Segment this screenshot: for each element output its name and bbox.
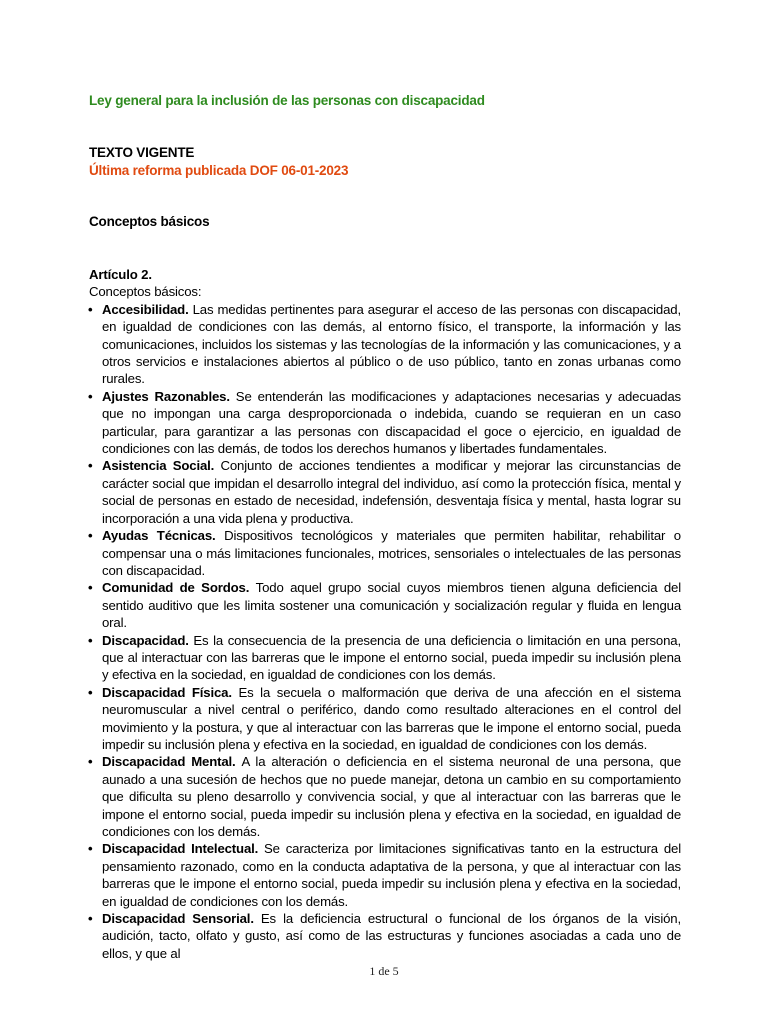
bullet-icon: • (88, 301, 93, 317)
bullet-icon: • (88, 528, 93, 544)
definition-item (89, 457, 681, 527)
definition-term: Asistencia Social. (102, 458, 221, 474)
definition-term: Discapacidad Intelectual. (102, 841, 265, 857)
section-heading: Conceptos básicos (89, 214, 210, 229)
document-status: TEXTO VIGENTE (89, 145, 195, 160)
bullet-icon: • (88, 911, 93, 927)
definition-term: Discapacidad. (102, 632, 194, 648)
definition-item (89, 753, 681, 840)
bullet-icon: • (88, 580, 93, 596)
definition-term: Accesibilidad. (102, 301, 193, 317)
definition-item (89, 579, 681, 631)
definition-item (89, 684, 681, 754)
definition-item (89, 301, 681, 388)
definition-text: Es la deficiencia estructural o funcional de los órganos de la visión, audición, tacto, olfato y gusto, así como de las estructuras y funciones asociadas a cada uno de ellos, y que al (102, 911, 681, 961)
definition-text: Es la secuela o malformación que deriva de una afección en el sistema neuromuscular a nivel central o periférico, dando como resultado alteraciones en el control del movimiento y la postura, y que al interactuar con las barreras que le impone el entorno social, pueda impedir su inclusión plena y efectiva en la sociedad, en igualdad de condiciones con los demás. (102, 684, 681, 752)
page-number: 1 de 5 (369, 964, 399, 978)
definition-text: Se caracteriza por limitaciones significativas tanto en la estructura del pensamiento razonado, como en la conducta adaptativa de la persona, y que al interactuar con las barreras que le impone el entorno social, pueda impedir su inclusión plena y efectiva en la sociedad, en igualdad de condiciones con los demás. (102, 841, 681, 909)
definition-text: Es la consecuencia de la presencia de una deficiencia o limitación en una persona, que al interactuar con las barreras que le impone el entorno social, pueda impedir su inclusión plena y efectiva en la sociedad, en igualdad de condiciones con los demás. (102, 632, 681, 683)
bullet-icon: • (88, 458, 93, 474)
definition-term: Discapacidad Sensorial. (102, 911, 261, 927)
definition-item (89, 527, 681, 579)
law-title: Ley general para la inclusión de las personas con discapacidad (89, 93, 485, 108)
bullet-icon: • (88, 632, 93, 648)
definition-term: Discapacidad Física. (102, 684, 239, 700)
definition-text: Las medidas pertinentes para asegurar el acceso de las personas con discapacidad, en igualdad de condiciones con las demás, al entorno físico, el transporte, la información y las comunicaciones, incluidos los sistemas y las tecnologías de la información y las comunicaciones, y a otros servicios e instalaciones abiertos al público o de uso público, tanto en zonas urbanas como rurales. (102, 301, 681, 387)
definition-text: A la alteración o deficiencia en el sistema neuronal de una persona, que aunado a una sucesión de hechos que no puede manejar, detona un cambio en su comportamiento que dificulta su pleno desarrollo y convivencia social, y que al interactuar con las barreras que le impone el entorno social, pueda impedir su inclusión plena y efectiva en la sociedad, en igualdad de condiciones con los demás. (102, 754, 681, 839)
bullet-icon: • (88, 841, 93, 857)
definition-term: Ayudas Técnicas. (102, 528, 225, 544)
definition-text: Todo aquel grupo social cuyos miembros tienen alguna deficiencia del sentido auditivo que les limita sostener una comunicación y socialización regular y fluida en lengua oral. (102, 580, 681, 631)
definition-term: Ajustes Razonables. (102, 388, 236, 404)
last-reform-notice: Última reforma publicada DOF 06-01-2023 (89, 163, 349, 178)
article-number: Artículo 2. (89, 267, 152, 282)
definition-text: Se entenderán las modificaciones y adaptaciones necesarias y adecuadas que no impongan una carga desproporcionada o indebida, cuando se requieran en un caso particular, para garantizar a las personas con discapacidad el goce o ejercicio, en igualdad de condiciones con las demás, de todos los derechos humanos y libertades fundamentales. (102, 388, 681, 457)
definitions-list (89, 301, 681, 962)
definition-item (89, 910, 681, 962)
definition-text: Dispositivos tecnológicos y materiales que permiten habilitar, rehabilitar o compensar una o más limitaciones funcionales, motrices, sensoriales o intelectuales de las personas con discapacidad. (102, 528, 681, 578)
article-intro: Conceptos básicos: (89, 284, 202, 300)
bullet-icon: • (88, 388, 93, 404)
definition-term: Discapacidad Mental. (102, 754, 242, 770)
definition-text: Conjunto de acciones tendientes a modificar y mejorar las circunstancias de carácter social que impidan el desarrollo integral del individuo, así como la protección física, mental y social de personas en estado de necesidad, indefensión, desventaja física y mental, hasta lograr su incorporación a una vida plena y productiva. (102, 458, 681, 526)
bullet-icon: • (88, 754, 93, 770)
definition-item (89, 388, 681, 458)
article-block (89, 266, 681, 962)
definition-item (89, 632, 681, 684)
definition-item (89, 840, 681, 910)
definition-term: Comunidad de Sordos. (102, 580, 256, 596)
bullet-icon: • (88, 684, 93, 700)
